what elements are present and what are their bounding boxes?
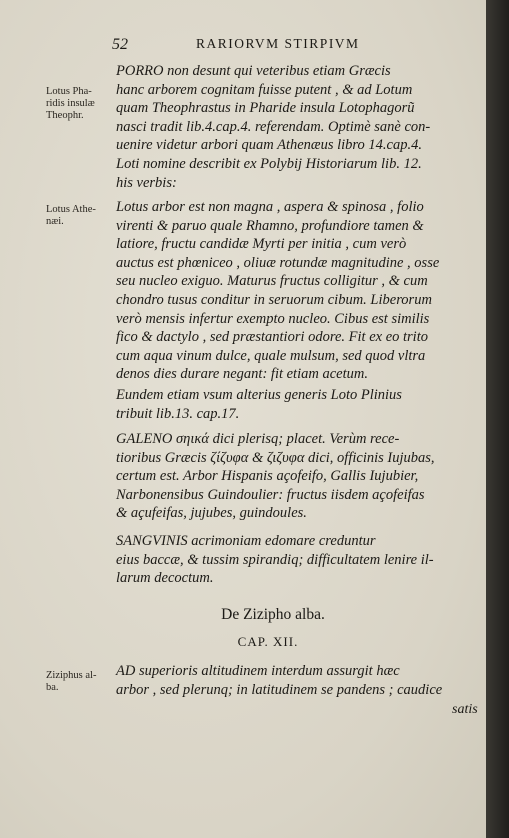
running-head: RARIORVM STIRPIVM xyxy=(196,36,360,51)
text-line: Loti nomine describit ex Polybij Historiarum lib. 12. xyxy=(116,155,422,172)
paragraph-lotus-quote xyxy=(116,198,481,384)
margin-note-line: Theophr. xyxy=(46,110,84,121)
text-line: arbor , sed plerunq; in latitudinem se pandens ; caudice xyxy=(116,681,443,698)
margin-note-line: næi. xyxy=(46,216,64,227)
text-line: tioribus Græcis ζίζυφα & ζιζυφα dici, officinis Iujubas, xyxy=(116,449,435,466)
text-line: fico & dactylo , sed præstantiori odore. Fit ex eo trito xyxy=(116,329,428,346)
text-line: his verbis: xyxy=(116,174,177,191)
text-line: nasci tradit lib.4.cap.4. referendam. Optimè sanè con- xyxy=(116,118,431,135)
text-line: Narbonensibus Guindoulier: fructus iisdem açofeifas xyxy=(116,486,425,503)
margin-note-ziziphus-alba xyxy=(46,670,118,694)
paragraph-plinius xyxy=(116,386,481,423)
text-line: Eundem etiam vsum alterius generis Loto Plinius xyxy=(116,387,402,403)
margin-note-line: ridis insulæ xyxy=(46,98,95,109)
margin-note-line: Lotus Athe- xyxy=(46,204,96,215)
text-line: GALENO σηικά dici plerisq; placet. Verùm rece- xyxy=(116,431,400,447)
text-line: PORRO non desunt qui veteribus etiam Græcis xyxy=(116,63,391,79)
text-line: SANGVINIS acrimoniam edomare creduntur xyxy=(116,533,376,549)
text-line: latiore, fructu candidæ Myrti per initia , cum verò xyxy=(116,236,407,253)
text-line: virenti & paruo quale Rhamno, profundiore tamen & xyxy=(116,217,424,234)
text-line: eius baccæ, & tussim spirandiq; difficultatem lenire il- xyxy=(116,551,434,568)
text-line: denos dies durare negant: fit etiam acetum. xyxy=(116,366,368,383)
paragraph-porro xyxy=(116,62,481,192)
text-line: chondro tusus conditur in seruorum cibum. Liberorum xyxy=(116,291,432,308)
chapter-number-text: CAP. XII. xyxy=(237,634,299,649)
text-line: certum est. Arbor Hispanis açofeifo, Gallis Iujubier, xyxy=(116,468,419,485)
margin-note-line: Ziziphus al- xyxy=(46,670,97,681)
text-line: seu nucleo exiguo. Maturus fructus colligitur , & cum xyxy=(116,273,428,290)
chapter-title-text: De Zizipho alba. xyxy=(221,606,325,623)
text-line: uenire videtur arbori quam Athenæus libro 14.cap.4. xyxy=(116,137,422,154)
text-line: cum aqua vinum dulce, quale mulsum, sed quod vltra xyxy=(116,347,426,364)
margin-note-line: ba. xyxy=(46,682,59,693)
chapter-title xyxy=(0,606,486,624)
text-line: Lotus arbor est non magna , aspera & spinosa , folio xyxy=(116,199,424,215)
margin-note-line: Lotus Pha- xyxy=(46,86,92,97)
text-line: hanc arborem cognitam fuisse putent , & ad Lotum xyxy=(116,81,413,98)
text-line: verò mensis infertur exempto nucleo. Cibus est similis xyxy=(116,310,430,327)
paragraph-ad-superioris xyxy=(116,662,481,699)
text-line: quam Theophrastus in Pharide insula Lotophagorũ xyxy=(116,100,415,117)
text-line: tribuit lib.13. cap.17. xyxy=(116,405,240,422)
margin-note-lotus-athenaei xyxy=(46,204,118,228)
chapter-number xyxy=(0,634,486,650)
paragraph-sanguinis xyxy=(116,532,481,588)
margin-note-lotus-pharidis xyxy=(46,86,118,122)
paragraph-galeno xyxy=(116,430,481,523)
page-number: 52 xyxy=(112,36,128,53)
catchword: satis xyxy=(452,702,478,717)
text-line: larum decoctum. xyxy=(116,570,214,587)
text-line: & açufeifas, jujubes, guindoules. xyxy=(116,505,307,522)
page-edge-shadow xyxy=(486,0,509,838)
text-line: auctus est phœniceo , oliuæ rotundæ magnitudine , osse xyxy=(116,254,440,271)
text-line: AD superioris altitudinem interdum assurgit hæc xyxy=(116,663,400,679)
